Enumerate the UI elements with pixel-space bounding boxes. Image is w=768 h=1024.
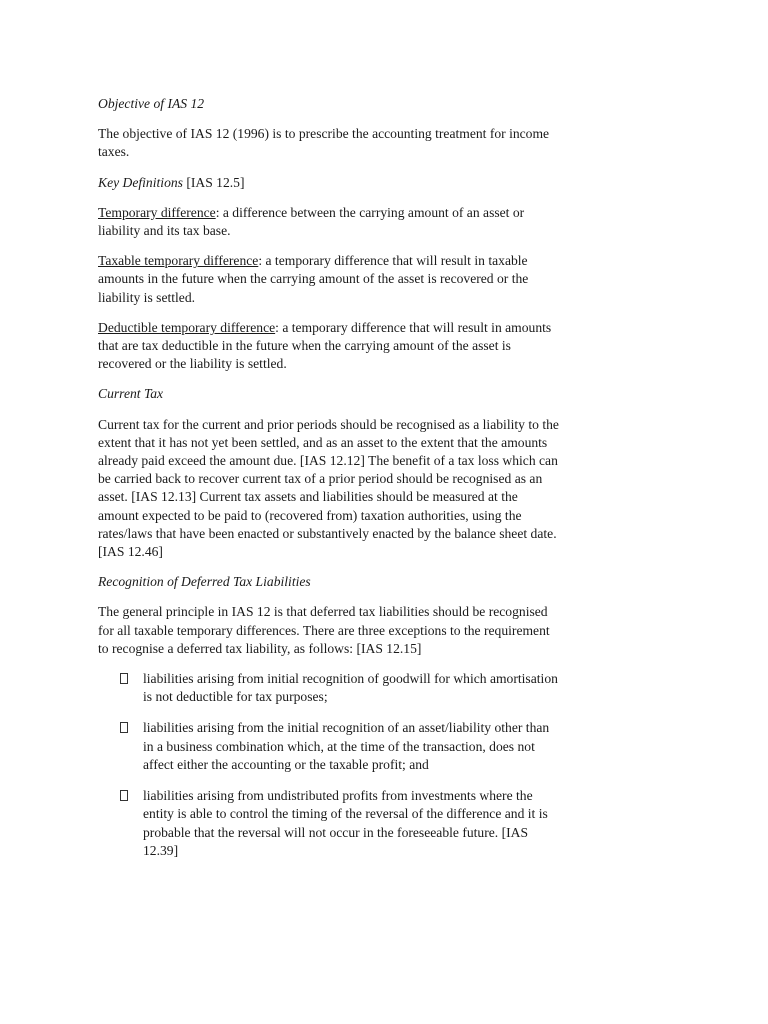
list-item: [98, 719, 560, 774]
document-body: [98, 95, 560, 873]
exceptions-list: [98, 670, 560, 860]
current-tax-heading: Current Tax: [98, 386, 164, 402]
key-definitions-heading: [98, 174, 560, 192]
list-item: [98, 787, 560, 860]
definition-term: Taxable temporary difference: [98, 253, 259, 269]
list-item-text: liabilities arising from the initial recognition of an asset/liability other than in a business combination which, at the time of the transaction, does not affect either the accounting or the taxable profit; and: [143, 720, 550, 772]
objective-heading: Objective of IAS 12: [98, 96, 205, 111]
bullet-box-icon: [120, 722, 128, 733]
definition-text: : a temporary difference that will result in amounts that are tax deductible in the future when the carrying amount of the asset is recovered or the liability is settled.: [98, 319, 552, 372]
bullet-box-icon: [120, 790, 128, 801]
bullet-box-icon: [120, 673, 128, 684]
definition-temporary-difference: [98, 204, 560, 240]
deferred-liabilities-heading: Recognition of Deferred Tax Liabilities: [98, 574, 311, 590]
definition-deductible-temporary-difference: [98, 319, 560, 374]
definition-text: : a difference between the carrying amount of an asset or liability and its tax base.: [98, 204, 525, 239]
list-item-text: liabilities arising from undistributed profits from investments where the entity is able to control the timing of the reversal of the difference and it is probable that the reversal will not occur in the foreseeable future. [IAS 12.39]: [143, 788, 548, 858]
definition-term: Deductible temporary difference: [98, 319, 276, 335]
key-definitions-ref: [IAS 12.5]: [182, 174, 245, 190]
definition-taxable-temporary-difference: [98, 252, 560, 307]
key-definitions-title: Key Definitions: [98, 174, 183, 190]
deferred-liabilities-text: The general principle in IAS 12 is that deferred tax liabilities should be recognised for all taxable temporary differences. There are three exceptions to the requirement to recognise a deferred tax liability, as follows: [IAS 12.15]: [98, 604, 550, 656]
current-tax-text: Current tax for the current and prior periods should be recognised as a liability to the extent that it has not yet been settled, and as an asset to the extent that the amounts already paid exceed the amount due. [IAS 12.12] The benefit of a tax loss which can be carried back to recover current tax of a prior period should be recognised as an asset. [IAS 12.13] Current tax assets and liabilities should be measured at the amount expected to be paid to (recovered from) taxation authorities, using the rates/laws that have been enacted or substantively enacted by the balance sheet date. [IAS 12.46]: [98, 416, 559, 560]
definition-term: Temporary difference: [98, 204, 216, 220]
definition-text: : a temporary difference that will result in taxable amounts in the future when the carrying amount of the asset is recovered or the liability is settled.: [98, 253, 529, 305]
list-item: [98, 670, 560, 706]
objective-text: The objective of IAS 12 (1996) is to prescribe the accounting treatment for income taxes.: [98, 126, 550, 160]
list-item-text: liabilities arising from initial recognition of goodwill for which amortisation is not deductible for tax purposes;: [143, 671, 558, 705]
